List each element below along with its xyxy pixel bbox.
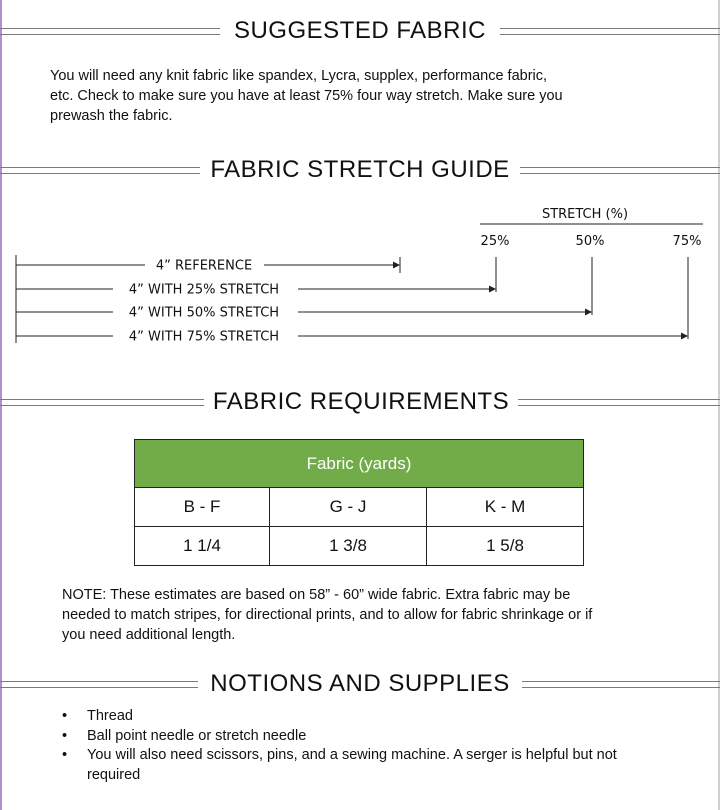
text-line: You will need any knit fabric like spandex, Lycra, supplex, performance fabric,	[50, 68, 548, 84]
arrow-head	[585, 309, 592, 316]
table-row	[135, 488, 584, 527]
header-rule-right	[522, 681, 720, 688]
text-line: prewash the fabric.	[50, 108, 173, 124]
text-line: NOTE: These estimates are based on 58” - 60” wide fabric. Extra fabric may be	[62, 587, 571, 603]
requirements-note	[62, 585, 592, 645]
header-rule-left	[0, 681, 198, 688]
header-rule-right	[520, 167, 720, 174]
section-title: FABRIC STRETCH GUIDE	[210, 156, 510, 183]
size-cell: B - F	[135, 488, 270, 527]
text-line: etc. Check to make sure you have at least 75% four way stretch. Make sure you	[50, 88, 563, 104]
section-header-stretch-guide	[0, 155, 720, 185]
stretch-column-75: 75%	[672, 234, 702, 249]
arrow-head	[681, 333, 688, 340]
arrow-head	[489, 286, 496, 293]
header-rule-right	[500, 28, 720, 35]
stretch-row-label: 4” REFERENCE	[155, 258, 253, 274]
section-header-notions	[0, 669, 720, 699]
size-cell: G - J	[270, 488, 427, 527]
section-title: NOTIONS AND SUPPLIES	[210, 670, 510, 697]
stretch-row-label: 4” WITH 75% STRETCH	[128, 329, 280, 345]
section-header-suggested-fabric	[0, 16, 720, 46]
size-cell: K - M	[427, 488, 584, 527]
header-rule-left	[0, 167, 200, 174]
stretch-row-label: 4” WITH 50% STRETCH	[128, 305, 280, 321]
section-header-fabric-requirements	[0, 387, 720, 417]
stretch-header-label: STRETCH (%)	[541, 207, 629, 222]
suggested-fabric-text	[50, 66, 563, 126]
stretch-guide-diagram	[0, 195, 720, 355]
notions-list	[60, 707, 670, 785]
list-item: • You will also need scissors, pins, and a sewing machine. A serger is helpful but not required	[60, 746, 670, 785]
arrow-head	[393, 262, 400, 269]
header-rule-left	[0, 28, 220, 35]
yardage-cell: 1 1/4	[135, 527, 270, 566]
table-header-row	[135, 440, 584, 488]
stretch-column-50: 50%	[575, 234, 605, 249]
yardage-cell: 1 5/8	[427, 527, 584, 566]
text-line: needed to match stripes, for directional prints, and to allow for fabric shrinkage or if	[62, 607, 593, 623]
list-item: • Ball point needle or stretch needle	[60, 727, 670, 747]
section-title: FABRIC REQUIREMENTS	[212, 388, 510, 415]
list-item: • Thread	[60, 707, 670, 727]
table-row	[135, 527, 584, 566]
header-rule-right	[518, 399, 720, 406]
text-line: you need additional length.	[62, 627, 236, 643]
stretch-rows	[16, 257, 688, 345]
header-rule-left	[0, 399, 204, 406]
table-header: Fabric (yards)	[135, 440, 584, 488]
stretch-row-label: 4” WITH 25% STRETCH	[128, 282, 280, 298]
fabric-requirements-table	[134, 439, 584, 566]
section-title: SUGGESTED FABRIC	[233, 17, 487, 44]
stretch-column-25: 25%	[480, 234, 510, 249]
yardage-cell: 1 3/8	[270, 527, 427, 566]
